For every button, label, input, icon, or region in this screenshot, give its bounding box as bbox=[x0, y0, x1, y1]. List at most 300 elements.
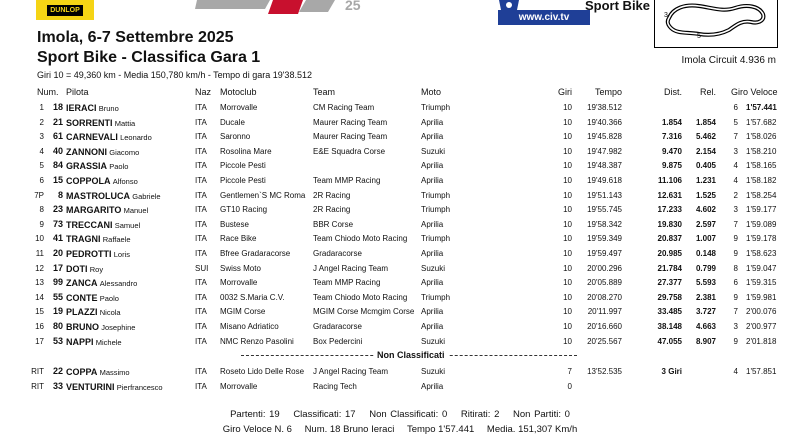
race-number: 20 bbox=[52, 248, 63, 258]
nationality: ITA bbox=[195, 132, 207, 142]
rider-firstname: Giacomo bbox=[109, 147, 140, 157]
rider-surname: NAPPI bbox=[66, 336, 94, 347]
rider-firstname: Raffaele bbox=[102, 235, 131, 245]
motoclub: MGIM Corse bbox=[220, 307, 266, 317]
table-row bbox=[0, 101, 800, 116]
team: Team MMP Racing bbox=[313, 176, 381, 185]
gap-to-leader: 11.106 bbox=[657, 176, 682, 185]
rider-name bbox=[66, 234, 131, 244]
motoclub: Misano Adriatico bbox=[220, 322, 279, 331]
table-row bbox=[0, 145, 800, 160]
rider-surname: CONTE bbox=[66, 292, 98, 303]
race-number: 21 bbox=[52, 116, 63, 127]
gap-to-previous: 1.007 bbox=[695, 234, 716, 244]
best-lap-number: 9 bbox=[733, 336, 738, 346]
best-lap-time: 1'59.981 bbox=[746, 292, 777, 302]
nationality: ITA bbox=[195, 176, 207, 185]
race-number: 18 bbox=[52, 102, 63, 112]
best-lap-number: 8 bbox=[733, 263, 738, 273]
rider-name bbox=[66, 176, 138, 186]
gap-to-leader: 21.784 bbox=[657, 263, 682, 273]
gap-to-leader: 33.485 bbox=[657, 307, 682, 317]
best-lap-number: 4 bbox=[733, 367, 738, 376]
rider-firstname: Bruno bbox=[98, 104, 119, 113]
position: 9 bbox=[39, 219, 44, 229]
position: 12 bbox=[35, 263, 44, 273]
laps: 10 bbox=[563, 205, 572, 215]
team: Box Pedercini bbox=[313, 336, 363, 346]
col-motoclub: Motoclub bbox=[220, 87, 257, 97]
col-team: Team bbox=[313, 87, 336, 97]
motorcycle: Suzuki bbox=[421, 336, 446, 346]
race-time: 20'11.997 bbox=[587, 307, 622, 317]
position: 2 bbox=[39, 117, 44, 127]
motorcycle: Aprilia bbox=[421, 219, 444, 229]
rider-name bbox=[66, 322, 135, 332]
position: 13 bbox=[35, 278, 44, 288]
position: 11 bbox=[35, 249, 44, 258]
gap-to-leader: 7.316 bbox=[661, 132, 682, 142]
nationality: ITA bbox=[195, 103, 207, 112]
col-laps: Giri bbox=[558, 87, 572, 97]
rider-name bbox=[66, 191, 161, 201]
rider-surname: BRUNO bbox=[66, 322, 99, 332]
fastest-lap-rider: Num. 18 Bruno Ieraci bbox=[304, 424, 395, 435]
motorcycle: Triumph bbox=[421, 205, 451, 215]
website-link[interactable]: www.civ.tv bbox=[498, 10, 590, 25]
position: RIT bbox=[31, 367, 44, 376]
best-lap-time: 1'58.623 bbox=[746, 249, 777, 258]
rider-surname: VENTURINI bbox=[66, 381, 115, 392]
nationality: ITA bbox=[195, 117, 207, 127]
motorcycle: Triumph bbox=[421, 103, 451, 112]
table-row bbox=[0, 276, 800, 291]
best-lap-number: 7 bbox=[733, 219, 738, 229]
best-lap-time: 1'57.682 bbox=[746, 117, 777, 127]
race-number: 17 bbox=[52, 262, 63, 273]
best-lap-time: 1'57.851 bbox=[746, 367, 777, 376]
race-number: 8 bbox=[57, 189, 63, 200]
laps: 0 bbox=[567, 381, 572, 391]
motoclub: Swiss Moto bbox=[220, 263, 261, 273]
table-row bbox=[0, 218, 800, 233]
race-time: 19'48.387 bbox=[587, 161, 622, 171]
position: 17 bbox=[35, 336, 44, 346]
gap-to-leader: 12.631 bbox=[657, 190, 682, 200]
motorcycle: Aprilia bbox=[421, 322, 444, 331]
gap-to-leader: 29.758 bbox=[657, 292, 682, 302]
rider-firstname: Manuel bbox=[123, 206, 149, 216]
rider-name bbox=[66, 307, 121, 317]
track-turn-5: 5 bbox=[697, 33, 701, 40]
rider-firstname: Loris bbox=[113, 250, 131, 259]
nationality: ITA bbox=[195, 292, 207, 302]
nationality: ITA bbox=[195, 161, 207, 171]
motoclub: Piccole Pesti bbox=[220, 161, 266, 171]
motorcycle: Aprilia bbox=[421, 249, 444, 258]
rider-name bbox=[66, 132, 152, 142]
race-time: 20'08.270 bbox=[587, 292, 622, 302]
nationality: ITA bbox=[195, 190, 207, 200]
table-row bbox=[0, 130, 800, 145]
race-number: 33 bbox=[52, 380, 63, 391]
table-row bbox=[0, 232, 800, 247]
motoclub: Morrovalle bbox=[220, 381, 258, 391]
col-dist: Dist. bbox=[664, 87, 682, 97]
rider-surname: COPPA bbox=[66, 367, 98, 377]
rider-surname: PEDROTTI bbox=[66, 249, 112, 259]
motoclub: Morrovalle bbox=[220, 103, 258, 112]
position: 14 bbox=[35, 292, 44, 302]
laps: 10 bbox=[563, 176, 572, 185]
gap-to-previous: 0.405 bbox=[695, 161, 716, 171]
best-lap-time: 1'58.026 bbox=[746, 132, 777, 142]
laps: 10 bbox=[563, 219, 572, 229]
team: MGIM Corse Mcmgim Corse bbox=[313, 307, 415, 317]
laps: 10 bbox=[563, 292, 572, 302]
rider-name bbox=[66, 103, 119, 113]
nationality: ITA bbox=[195, 234, 207, 244]
nationality: ITA bbox=[195, 146, 207, 156]
race-time: 13'52.535 bbox=[587, 367, 622, 376]
rider-firstname: Josephine bbox=[101, 323, 136, 332]
best-lap-time: 1'58.254 bbox=[746, 190, 777, 200]
team: J Angel Racing Team bbox=[313, 367, 389, 376]
race-time: 20'05.889 bbox=[587, 278, 622, 288]
team: Team Chiodo Moto Racing bbox=[313, 234, 408, 244]
dunlop-logo-text: DUNLOP bbox=[47, 5, 83, 16]
motoclub: Bustese bbox=[220, 219, 249, 229]
race-number: 84 bbox=[52, 160, 63, 171]
nationality: ITA bbox=[195, 367, 207, 376]
motoclub: Saronno bbox=[220, 132, 251, 142]
rider-name bbox=[66, 293, 119, 303]
rider-name bbox=[66, 249, 130, 259]
race-info: Giri 10 = 49,360 km - Media 150,780 km/h - Tempo di gara 19'38.512 bbox=[37, 70, 312, 80]
fastest-lap-time: Tempo 1'57.441 bbox=[406, 424, 475, 435]
gap-to-previous: 5.593 bbox=[695, 278, 716, 288]
col-num: Num. bbox=[37, 87, 59, 97]
gap-to-previous: 1.525 bbox=[695, 190, 716, 200]
race-time: 19'47.982 bbox=[587, 146, 622, 156]
track-turn-3: 3 bbox=[664, 12, 668, 19]
motorcycle: Aprilia bbox=[421, 278, 444, 288]
race-time: 19'38.512 bbox=[587, 103, 622, 112]
circuit-info: Imola Circuit 4.936 m bbox=[681, 55, 776, 66]
position: 15 bbox=[35, 307, 44, 317]
race-number: 99 bbox=[52, 277, 63, 288]
rider-surname: GRASSIA bbox=[66, 161, 108, 172]
table-row bbox=[0, 159, 800, 174]
table-row bbox=[0, 174, 800, 189]
motorcycle: Aprilia bbox=[421, 132, 444, 142]
laps: 10 bbox=[563, 336, 572, 346]
best-lap-time: 1'59.177 bbox=[746, 205, 777, 215]
gap-to-previous: 4.663 bbox=[695, 322, 716, 331]
svg-text:25: 25 bbox=[345, 0, 361, 13]
rider-firstname: Samuel bbox=[114, 220, 141, 230]
best-lap-time: 1'59.315 bbox=[746, 278, 777, 288]
best-lap-time: 1'59.047 bbox=[746, 263, 777, 273]
best-lap-number: 3 bbox=[733, 205, 738, 215]
laps: 10 bbox=[563, 117, 572, 127]
best-lap-number: 6 bbox=[733, 278, 738, 288]
race-time: 19'55.745 bbox=[587, 205, 622, 215]
summary-ritirati: Ritirati: 2 bbox=[460, 409, 500, 420]
rider-name bbox=[66, 220, 140, 230]
gap-to-previous: 1.854 bbox=[695, 117, 716, 127]
rider-firstname: Massimo bbox=[99, 368, 130, 377]
race-number: 80 bbox=[52, 321, 63, 331]
motoclub: 0032 S.Maria C.V. bbox=[220, 292, 285, 302]
laps: 10 bbox=[563, 263, 572, 273]
best-lap-number: 4 bbox=[733, 176, 738, 185]
table-row bbox=[0, 291, 800, 306]
position: 5 bbox=[39, 161, 44, 171]
rider-firstname: Paolo bbox=[109, 162, 129, 172]
best-lap-number: 9 bbox=[733, 249, 738, 258]
gap-to-previous: 2.597 bbox=[695, 219, 716, 229]
gap-to-leader: 38.148 bbox=[657, 322, 682, 331]
gap-to-previous: 8.907 bbox=[695, 336, 716, 346]
rider-surname: PLAZZI bbox=[66, 307, 98, 318]
dunlop-logo bbox=[36, 0, 94, 20]
rider-firstname: Roy bbox=[89, 264, 104, 274]
motorcycle: Aprilia bbox=[421, 307, 444, 317]
fastest-lap-summary bbox=[0, 424, 800, 435]
summary-classificati: Classificati: 17 bbox=[293, 409, 356, 420]
rider-surname: MASTROLUCA bbox=[66, 190, 130, 201]
gap-to-previous: 0.799 bbox=[695, 263, 716, 273]
best-lap-time: 2'00.977 bbox=[746, 322, 777, 331]
race-number: 19 bbox=[52, 306, 63, 317]
gap-to-leader: 47.055 bbox=[657, 336, 682, 346]
laps: 10 bbox=[563, 146, 572, 156]
position: 4 bbox=[39, 146, 44, 156]
rider-name bbox=[66, 337, 122, 347]
team: Team MMP Racing bbox=[313, 278, 381, 288]
laps: 10 bbox=[563, 103, 572, 112]
motoclub: Gentlemen`S MC Roma bbox=[220, 190, 306, 200]
non-classified-label: Non Classificati bbox=[374, 350, 448, 360]
team: CM Racing Team bbox=[313, 103, 375, 112]
team: J Angel Racing Team bbox=[313, 263, 389, 273]
position: 1 bbox=[39, 103, 44, 112]
gap-to-leader: 9.470 bbox=[661, 146, 682, 156]
race-number: 15 bbox=[52, 175, 63, 185]
rider-name bbox=[66, 264, 103, 274]
race-time: 20'00.296 bbox=[587, 263, 622, 273]
rider-surname: CARNEVALI bbox=[66, 132, 118, 143]
motoclub: Race Bike bbox=[220, 234, 257, 244]
laps: 7 bbox=[567, 367, 572, 376]
motoclub: Rosolina Mare bbox=[220, 146, 272, 156]
motoclub: Piccole Pesti bbox=[220, 176, 266, 185]
race-time: 20'25.567 bbox=[587, 336, 622, 346]
race-time: 19'59.349 bbox=[587, 234, 622, 244]
laps: 10 bbox=[563, 132, 572, 142]
team: Racing Tech bbox=[313, 381, 357, 391]
race-number: 40 bbox=[52, 145, 63, 156]
nationality: ITA bbox=[195, 249, 207, 258]
motoclub: Morrovalle bbox=[220, 278, 258, 288]
motorcycle: Triumph bbox=[421, 190, 451, 200]
race-time: 19'49.618 bbox=[587, 176, 622, 185]
best-lap-time: 2'01.818 bbox=[746, 336, 777, 346]
team: Gradaracorse bbox=[313, 249, 362, 258]
laps: 10 bbox=[563, 322, 572, 331]
rider-name bbox=[66, 161, 128, 171]
fastest-lap-speed: Media. 151,307 Km/h bbox=[486, 424, 578, 435]
rider-name bbox=[66, 118, 135, 128]
motorcycle: Triumph bbox=[421, 234, 451, 244]
rider-surname: COPPOLA bbox=[66, 176, 111, 186]
motorcycle: Suzuki bbox=[421, 263, 446, 273]
rider-surname: MARGARITO bbox=[66, 205, 122, 216]
gap-to-previous: 3.727 bbox=[695, 307, 716, 317]
best-lap-number: 9 bbox=[733, 292, 738, 302]
rider-surname: TRAGNI bbox=[66, 234, 101, 245]
best-lap-number: 3 bbox=[733, 322, 738, 331]
nationality: ITA bbox=[195, 278, 207, 288]
race-number: 73 bbox=[52, 218, 63, 229]
col-naz: Naz bbox=[195, 87, 212, 97]
best-lap-time: 1'58.182 bbox=[746, 176, 777, 185]
laps: 10 bbox=[563, 190, 572, 200]
motorcycle: Triumph bbox=[421, 292, 451, 302]
motoclub: Roseto Lido Delle Rose bbox=[220, 367, 305, 376]
team: E&E Squadra Corse bbox=[313, 146, 386, 156]
best-lap-time: 2'00.076 bbox=[746, 307, 777, 317]
best-lap-number: 7 bbox=[733, 307, 738, 317]
race-time: 19'45.828 bbox=[587, 132, 622, 142]
rider-surname: IERACI bbox=[66, 103, 97, 113]
best-lap-number: 6 bbox=[733, 103, 738, 112]
table-row bbox=[0, 365, 800, 380]
col-best: Giro Veloce bbox=[731, 87, 778, 97]
fastest-lap-number: Giro Veloce N. 6 bbox=[222, 424, 292, 435]
laps: 10 bbox=[563, 307, 572, 317]
best-lap-time: 1'58.165 bbox=[746, 161, 777, 171]
nationality: ITA bbox=[195, 307, 207, 317]
gap-to-previous: 4.602 bbox=[695, 205, 716, 215]
position: 8 bbox=[39, 205, 44, 215]
track-map-outline bbox=[655, 0, 777, 47]
rider-firstname: Alessandro bbox=[99, 279, 138, 289]
position: 6 bbox=[39, 176, 44, 185]
rider-firstname: Pierfrancesco bbox=[116, 382, 163, 392]
race-number: 55 bbox=[52, 291, 63, 302]
best-lap-time: 1'57.441 bbox=[746, 103, 777, 112]
best-lap-number: 2 bbox=[733, 190, 738, 200]
laps: 10 bbox=[563, 278, 572, 288]
best-lap-number: 9 bbox=[733, 234, 738, 244]
rider-surname: ZANCA bbox=[66, 278, 98, 289]
rider-firstname: Gabriele bbox=[132, 191, 161, 201]
motorcycle: Aprilia bbox=[421, 381, 444, 391]
race-time: 19'51.143 bbox=[587, 190, 622, 200]
best-lap-number: 5 bbox=[733, 117, 738, 127]
team: Maurer Racing Team bbox=[313, 117, 388, 127]
position: 3 bbox=[39, 132, 44, 142]
position: 7P bbox=[34, 190, 44, 200]
rider-name bbox=[66, 367, 130, 377]
race-number: 41 bbox=[52, 233, 63, 244]
nationality: ITA bbox=[195, 219, 207, 229]
motorcycle: Suzuki bbox=[421, 146, 446, 156]
race-number: 23 bbox=[52, 204, 63, 215]
motorcycle: Aprilia bbox=[421, 161, 444, 171]
best-lap-number: 4 bbox=[733, 161, 738, 171]
team: Gradaracorse bbox=[313, 322, 362, 331]
table-row bbox=[0, 247, 800, 262]
table-row bbox=[0, 380, 800, 395]
motoclub: Bfree Gradaracorse bbox=[220, 249, 291, 258]
table-row bbox=[0, 305, 800, 320]
gap-to-leader: 3 Giri bbox=[661, 367, 682, 376]
gap-to-leader: 1.854 bbox=[661, 117, 682, 127]
gap-to-previous: 0.148 bbox=[695, 249, 716, 258]
rider-firstname: Nicola bbox=[99, 308, 121, 318]
nationality: ITA bbox=[195, 381, 207, 391]
table-row bbox=[0, 262, 800, 277]
race-number: 61 bbox=[52, 131, 63, 142]
summary-non-classificati: Non Classificati: 0 bbox=[369, 409, 448, 420]
summary-partenti: Partenti: 19 bbox=[230, 409, 280, 420]
race-number: 22 bbox=[52, 366, 63, 376]
gap-to-leader: 20.985 bbox=[657, 249, 682, 258]
gap-to-leader: 19.830 bbox=[657, 219, 682, 229]
motoclub: GT10 Racing bbox=[220, 205, 268, 215]
table-row bbox=[0, 116, 800, 131]
gap-to-previous: 1.231 bbox=[695, 176, 716, 185]
gap-to-previous: 5.462 bbox=[695, 132, 716, 142]
rider-firstname: Leonardo bbox=[120, 133, 152, 143]
gap-to-leader: 9.875 bbox=[661, 161, 682, 171]
team: Maurer Racing Team bbox=[313, 132, 388, 142]
col-pilot: Pilota bbox=[66, 87, 89, 97]
rider-firstname: Michele bbox=[95, 337, 122, 347]
motoclub: NMC Renzo Pasolini bbox=[220, 336, 294, 346]
rider-name bbox=[66, 278, 137, 288]
motorcycle: Aprilia bbox=[421, 117, 444, 127]
race-time: 19'40.366 bbox=[587, 117, 622, 127]
position: RIT bbox=[31, 381, 44, 391]
col-rel: Rel. bbox=[699, 87, 716, 97]
position: 16 bbox=[35, 322, 44, 331]
motoclub: Ducale bbox=[220, 117, 245, 127]
rider-firstname: Mattia bbox=[114, 118, 136, 128]
rider-surname: SORRENTI bbox=[66, 117, 113, 128]
nationality: ITA bbox=[195, 322, 207, 331]
col-moto: Moto bbox=[421, 87, 442, 97]
nationality: SUI bbox=[195, 263, 209, 273]
rider-surname: TRECCANI bbox=[66, 219, 113, 230]
best-lap-time: 1'59.089 bbox=[746, 219, 777, 229]
gap-to-previous: 2.381 bbox=[695, 292, 716, 302]
race-number: 53 bbox=[52, 335, 63, 346]
table-row bbox=[0, 203, 800, 218]
table-row bbox=[0, 189, 800, 204]
laps: 10 bbox=[563, 249, 572, 258]
team: 2R Racing bbox=[313, 190, 351, 200]
gap-to-leader: 17.233 bbox=[657, 205, 682, 215]
category-label: Sport Bike bbox=[585, 0, 651, 13]
race-time: 20'16.660 bbox=[587, 322, 622, 331]
table-row bbox=[0, 335, 800, 350]
best-lap-time: 1'59.178 bbox=[746, 234, 777, 244]
race-time: 19'59.497 bbox=[587, 249, 622, 258]
